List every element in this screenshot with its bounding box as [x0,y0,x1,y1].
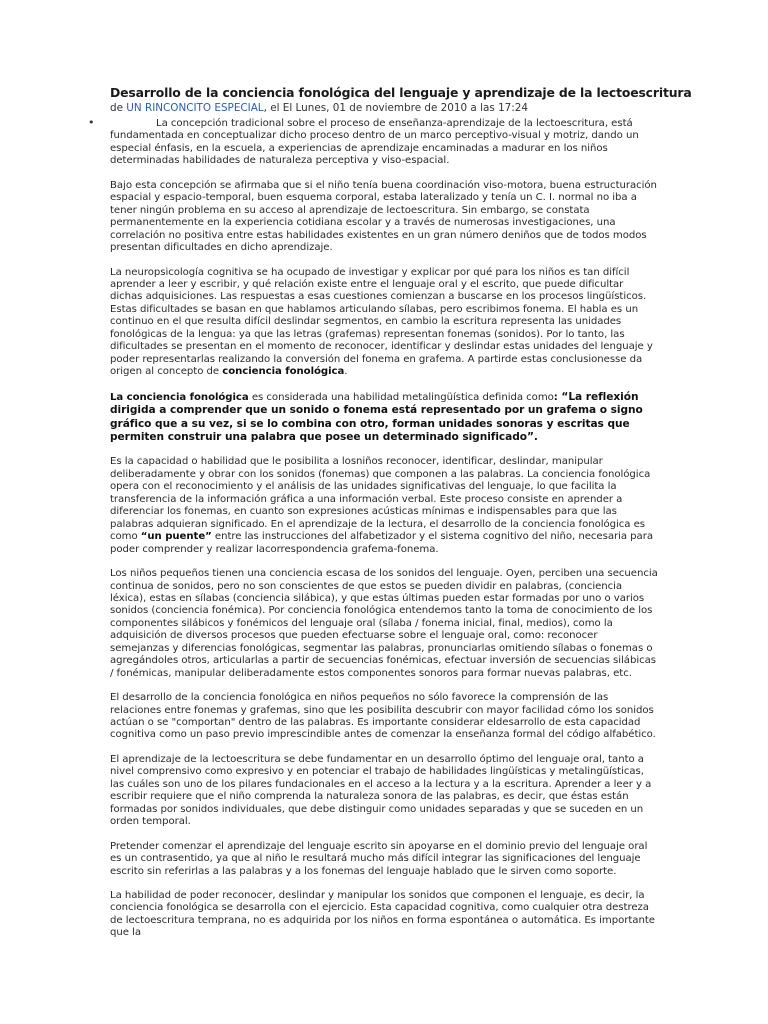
paragraph-4 [110,391,658,445]
paragraph-5-text: Es la capacidad o habilidad que le posibilita a losniños reconocer, identificar, deslindar, manipular deliberadamente y obrar con los sonidos (fonemas) que componen a las palabras. La conciencia fonológica opera con el reconocimiento y el análisis de las unidades significativas del lenguaje, lo que facilita la transferencia de la información gráfica a una información verbal. Este proceso consiste en aprender a diferenciar los fonemas, en cuanto son expresiones acústicas mínimas e indispensables para que las palabras adquieran significado. En el aprendizaje de la lectura, el desarrollo de la conciencia fonológica es como [110,456,651,543]
paragraph-5-bold: “un puente” [140,531,212,543]
paragraph-7: El desarrollo de la conciencia fonológica en niños pequeños no sólo favorece la comprensión de las relaciones entre fonemas y grafemas, sino que les posibilita descubrir con mayor facilidad cómo los sonidos actúan o se "comportan" dentro de las palabras. Es importante considerar eldesarrollo de esta capacidad cognitiva como un paso previo imprescindible antes de comenzar la enseñanza formal del código alfabético. [110,692,656,741]
paragraph-4-colon: : [553,391,558,403]
list-bullet: • [88,116,95,129]
document-body [110,84,692,952]
paragraph-3-end: . [344,366,348,378]
byline-prefix: de [110,102,127,114]
paragraph-3-text: La neuropsicología cognitiva se ha ocupado de investigar y explicar por qué para los niños es tan difícil aprender a leer y escribir, y qué relación existe entre el lenguaje oral y el escrito, que puede dificultar dichas adquisiciones. Las respuestas a esas cuestiones comienzan a buscarse en los procesos lingüísticos. Estas dificultades se basan en que hablamos articulando sílabas, pero escribimos fonema. El habla es un continuo en el que resulta difícil deslindar segmentos, en cambio la escritura representa las unidades fonológicas de la lengua: ya que las letras (grafemas) representan fonemas (sonidos). Por lo tanto, las dificultades se presentan en el momento de reconocer, identificar y deslindar estas unidades del lenguaje y poder representarlas realizando la conversión del fonema en grafema. A partirde estas conclusionesse da origen al concepto de [110,266,653,378]
paragraph-4-text: es considerada una habilidad metalingüística definida como [248,391,554,403]
paragraph-6: Los niños pequeños tienen una conciencia escasa de los sonidos del lenguaje. Oyen, perciben una secuencia continua de sonidos, pero no son conscientes de que estos se pueden dividir en palabras, (conciencia léxica), estas en sílabas (conciencia silábica), y que estas últimas pueden estar formadas por uno o varios sonidos (conciencia fonémica). Por conciencia fonológica entendemos tanto la toma de conocimiento de los componentes silábicos y fonémicos del lenguaje oral (sílaba / fonema inicial, final, medios), como la adquisición de diversos procesos que pueden efectuarse sobre el lenguaje oral, como: reconocer semejanzas y diferencias fonológicas, segmentar las palabras, pronunciarlas omitiendo sílabas o fonemas o agregándoles otros, articularlas a partir de secuencias fonémicas, efectuar inversión de secuencias silábicas / fonémicas, manipular deliberadamente estos componentes sonoros para formar nuevas palabras, etc. [110,568,658,679]
paragraph-5-end: entre las instrucciones del alfabetizador y el sistema cognitivo del niño, necesaria para poder comprender y realizar lacorrespondencia grafema-fonema. [110,531,653,555]
byline-date: , el El Lunes, 01 de noviembre de 2010 a las 17:24 [263,102,529,114]
paragraph-1: La concepción tradicional sobre el proceso de enseñanza-aprendizaje de la lectoescritura, está fundamentada en conceptualizar dicho proceso dentro de un marco perceptivo-visual y motriz, dando un especial énfasis, en la escuela, a experiencias de aprendizaje encaminadas a madurar en los niños determinadas habilidades de naturaleza perceptiva y viso-espacial. [110,118,639,167]
byline [110,101,658,115]
definition-quote: “La reflexión dirigida a comprender que un sonido o fonema está representado por un grafema o signo gráfico que a su vez, si se lo combina con otro, forman unidades sonoras y escritas que permiten construir una palabra que posee un determinado significado”. [110,390,643,443]
document-title: Desarrollo de la conciencia fonológica del lenguaje y aprendizaje de la lectoescritura [110,85,692,100]
paragraph-5 [110,456,658,556]
paragraph-8: El aprendizaje de la lectoescritura se debe fundamentar en un desarrollo óptimo del lenguaje oral, tanto a nivel comprensivo como expresivo y en potenciar el trabajo de habilidades lingüísticas y metalingüísticas, las cuáles son uno de los pilares fundacionales en el acceso a la lectura y a la escritura. Aprender a leer y a escribir requiere que el niño comprenda la naturaleza sonora de las palabras, es decir, que éstas están formadas por sonidos individuales, que debe distinguir como unidades separadas y que se suceden en un orden temporal. [110,753,652,828]
paragraph-4-bold: La conciencia fonológica [110,391,249,403]
paragraph-3-bold: conciencia fonológica [222,366,345,378]
paragraph-2: Bajo esta concepción se afirmaba que si el niño tenía buena coordinación viso-motora, buena estructuración espacial y espacio-temporal, buen esquema corporal, estaba lateralizado y tenía un C. I. normal no iba a tener ningún problema en su acceso al aprendizaje de lectoescritura. Sin embargo, se constata permanentemente en la experiencia cotidiana escolar y a través de numerosas investigaciones, una correlación no positiva entre estas habilidades existentes en un gran número deniños que de todos modos presentan dificultades en dicho aprendizaje. [110,179,657,254]
paragraph-3 [110,267,658,379]
paragraph-10: La habilidad de poder reconocer, deslindar y manipular los sonidos que componen el lenguaje, es decir, la conciencia fonológica se desarrolla con el ejercicio. Esta capacidad cognitiva, como cualquier otra destreza de lectoescritura temprana, no es adquirida por los niños en forma espontánea o automática. Es importante que la [110,890,655,939]
paragraph-9: Pretender comenzar el aprendizaje del lenguaje escrito sin apoyarse en el dominio previo del lenguaje oral es un contrasentido, ya que al niño le resultará mucho más difícil integrar las significaciones del lenguaje escrito sin referirlas a las palabras y a los fonemas del lenguaje hablado que le sirven como soporte. [110,840,648,877]
author-link[interactable]: UN RINCONCITO ESPECIAL [126,102,264,114]
